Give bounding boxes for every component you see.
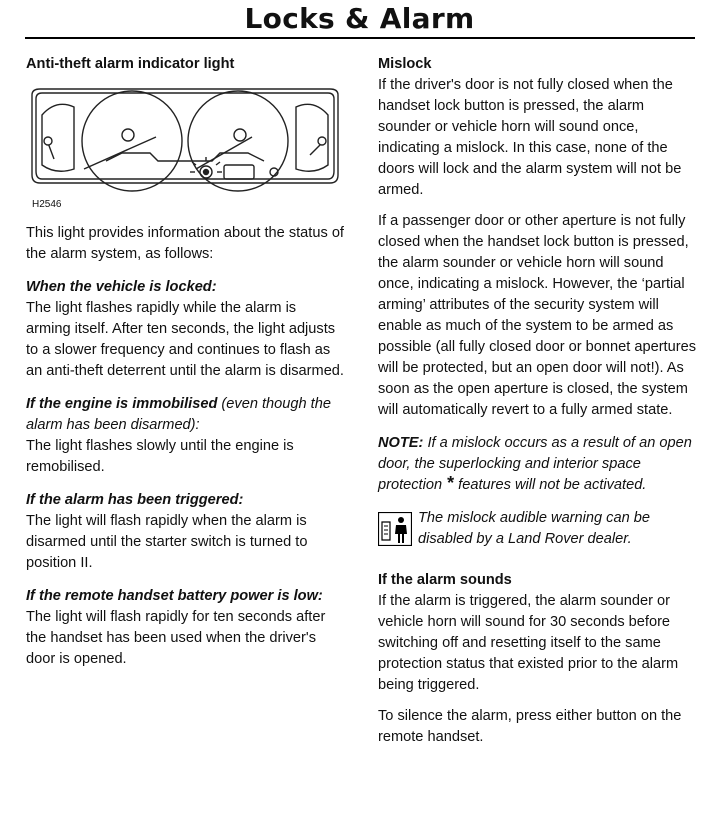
dealer-text: The mislock audible warning can be disabled by a Land Rover dealer.	[418, 510, 651, 547]
note-paragraph	[378, 433, 696, 496]
left-column	[26, 54, 344, 670]
instrument-cluster-figure	[26, 85, 344, 213]
triggered-text: The light will flash rapidly when the alarm is disarmed until the starter switch is turned to position II.	[26, 513, 308, 571]
immobilised-heading: If the engine is immobilised	[26, 396, 218, 412]
dealer-notice	[378, 508, 696, 550]
alarm-indicator-heading: Anti-theft alarm indicator light	[26, 56, 235, 72]
figure-label: H2546	[32, 199, 62, 210]
right-column	[378, 54, 696, 748]
instrument-cluster-illustration	[26, 85, 344, 195]
triggered-heading: If the alarm has been triggered:	[26, 492, 244, 508]
mislock-paragraph-2: If a passenger door or other aperture is not fully closed when the handset lock button is pressed, the alarm sounder or vehicle horn will sound once, indicating a mislock. However, the ‘partial arming’ attributes of the security system will enable as much of the system to be armed as possible (all fully closed door or bonnet apertures will be protected, but an open door will not!). As soon as the open aperture is closed, the system will automatically revert to a fully armed state.	[378, 213, 696, 418]
note-tail: features will not be activated.	[454, 477, 647, 493]
note-text: If a mislock occurs as a result of an open door, the superlocking and interior space protection	[378, 435, 692, 493]
mislock-paragraph-1: If the driver's door is not fully closed when the handset lock button is pressed, the alarm sounder or vehicle horn will sound once, indicating a mislock. In this case, none of the doors will lock and the alarm system will not be armed.	[378, 77, 682, 198]
note-label: NOTE:	[378, 435, 424, 451]
immobilised-heading-block	[26, 394, 344, 436]
dealer-service-icon	[378, 512, 412, 546]
locked-text: The light flashes rapidly while the alarm is arming itself. After ten seconds, the light adjusts to a slower frequency and continues to flash as an anti-theft deterrent until the alarm is disarmed.	[26, 300, 344, 379]
alarm-sounds-heading: If the alarm sounds	[378, 572, 512, 588]
page-title: Locks & Alarm	[244, 2, 475, 35]
alarm-sounds-paragraph-1: If the alarm is triggered, the alarm sounder or vehicle horn will sound for 30 seconds before switching off and resetting itself to the same protection status that existed prior to the alarm being triggered.	[378, 593, 679, 693]
alarm-sounds-paragraph-2: To silence the alarm, press either button on the remote handset.	[378, 708, 682, 745]
battery-heading: If the remote handset battery power is low:	[26, 588, 323, 604]
locked-heading: When the vehicle is locked:	[26, 279, 217, 295]
immobilised-text: The light flashes slowly until the engine is remobilised.	[26, 438, 294, 475]
title-rule	[25, 37, 695, 39]
optional-feature-star: *	[442, 473, 455, 493]
intro-text: This light provides information about the status of the alarm system, as follows:	[26, 225, 344, 262]
mislock-heading: Mislock	[378, 56, 432, 72]
immobilised-heading-cont: (even though the alarm has been disarmed):	[26, 396, 331, 433]
battery-text: The light will flash rapidly for ten seconds after the handset has been used when the driver's door is opened.	[26, 609, 326, 667]
